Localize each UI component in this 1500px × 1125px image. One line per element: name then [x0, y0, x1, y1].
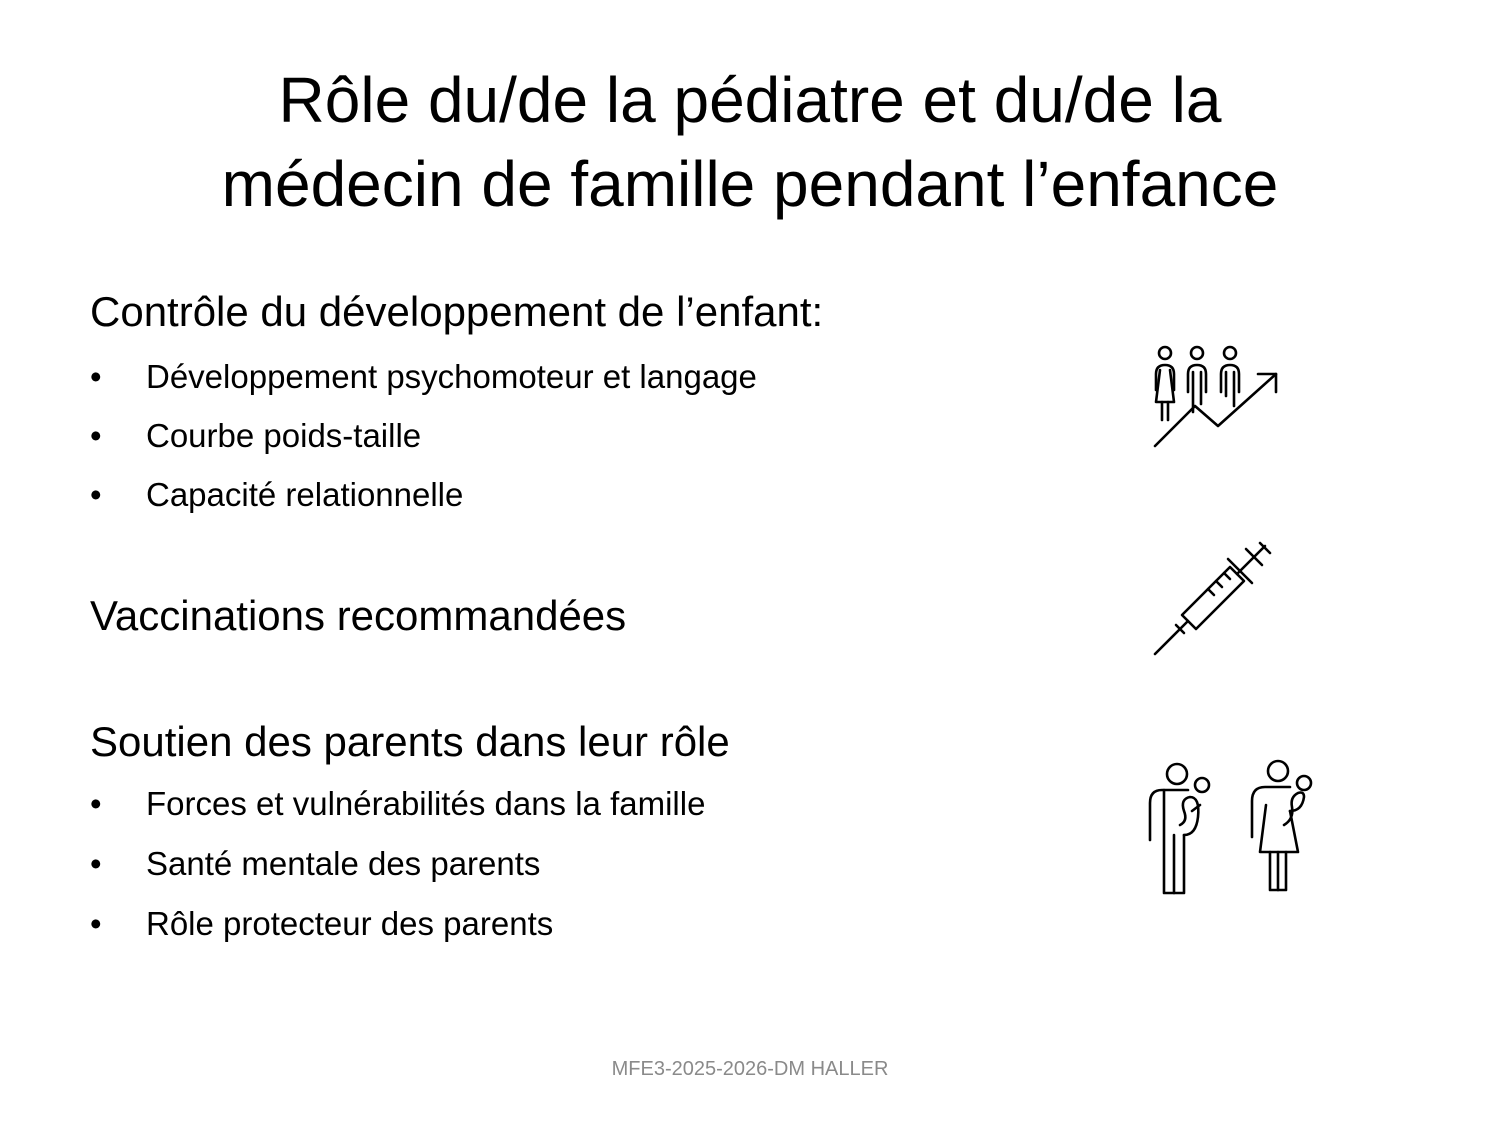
section-heading-parent-support: Soutien des parents dans leur rôle: [90, 718, 730, 765]
slide-body: [90, 0, 1090, 1125]
bullet-item: [90, 474, 463, 516]
bullet-item: [90, 903, 553, 945]
bullet-item: [90, 415, 421, 457]
bullet-text: Développement psychomoteur et langage: [146, 358, 757, 395]
bullet-item: [90, 356, 757, 398]
family-growth-chart-icon: [1140, 340, 1285, 455]
section-heading-development: Contrôle du développement de l’enfant:: [90, 288, 824, 335]
bullet-glyph: •: [90, 476, 102, 513]
parents-with-babies-icon: [1140, 755, 1320, 900]
bullet-item: [90, 783, 705, 825]
bullet-glyph: •: [90, 358, 102, 395]
bullet-text: Santé mentale des parents: [146, 845, 541, 882]
bullet-item: [90, 843, 540, 885]
bullet-text: Rôle protecteur des parents: [146, 905, 554, 942]
bullet-text: Capacité relationnelle: [146, 476, 464, 513]
section-heading-vaccinations: Vaccinations recommandées: [90, 592, 627, 639]
syringe-icon: [1150, 535, 1275, 660]
bullet-text: Forces et vulnérabilités dans la famille: [146, 785, 706, 822]
bullet-glyph: •: [90, 417, 102, 454]
bullet-glyph: •: [90, 905, 102, 942]
slide-title-line-1: Rôle du/de la pédiatre et du/de la: [278, 64, 1222, 136]
slide-footer: MFE3-2025-2026-DM HALLER: [611, 1058, 889, 1080]
slide-title-line-2: médecin de famille pendant l’enfance: [221, 148, 1279, 220]
bullet-glyph: •: [90, 785, 102, 822]
bullet-text: Courbe poids-taille: [146, 417, 422, 454]
bullet-glyph: •: [90, 845, 102, 882]
